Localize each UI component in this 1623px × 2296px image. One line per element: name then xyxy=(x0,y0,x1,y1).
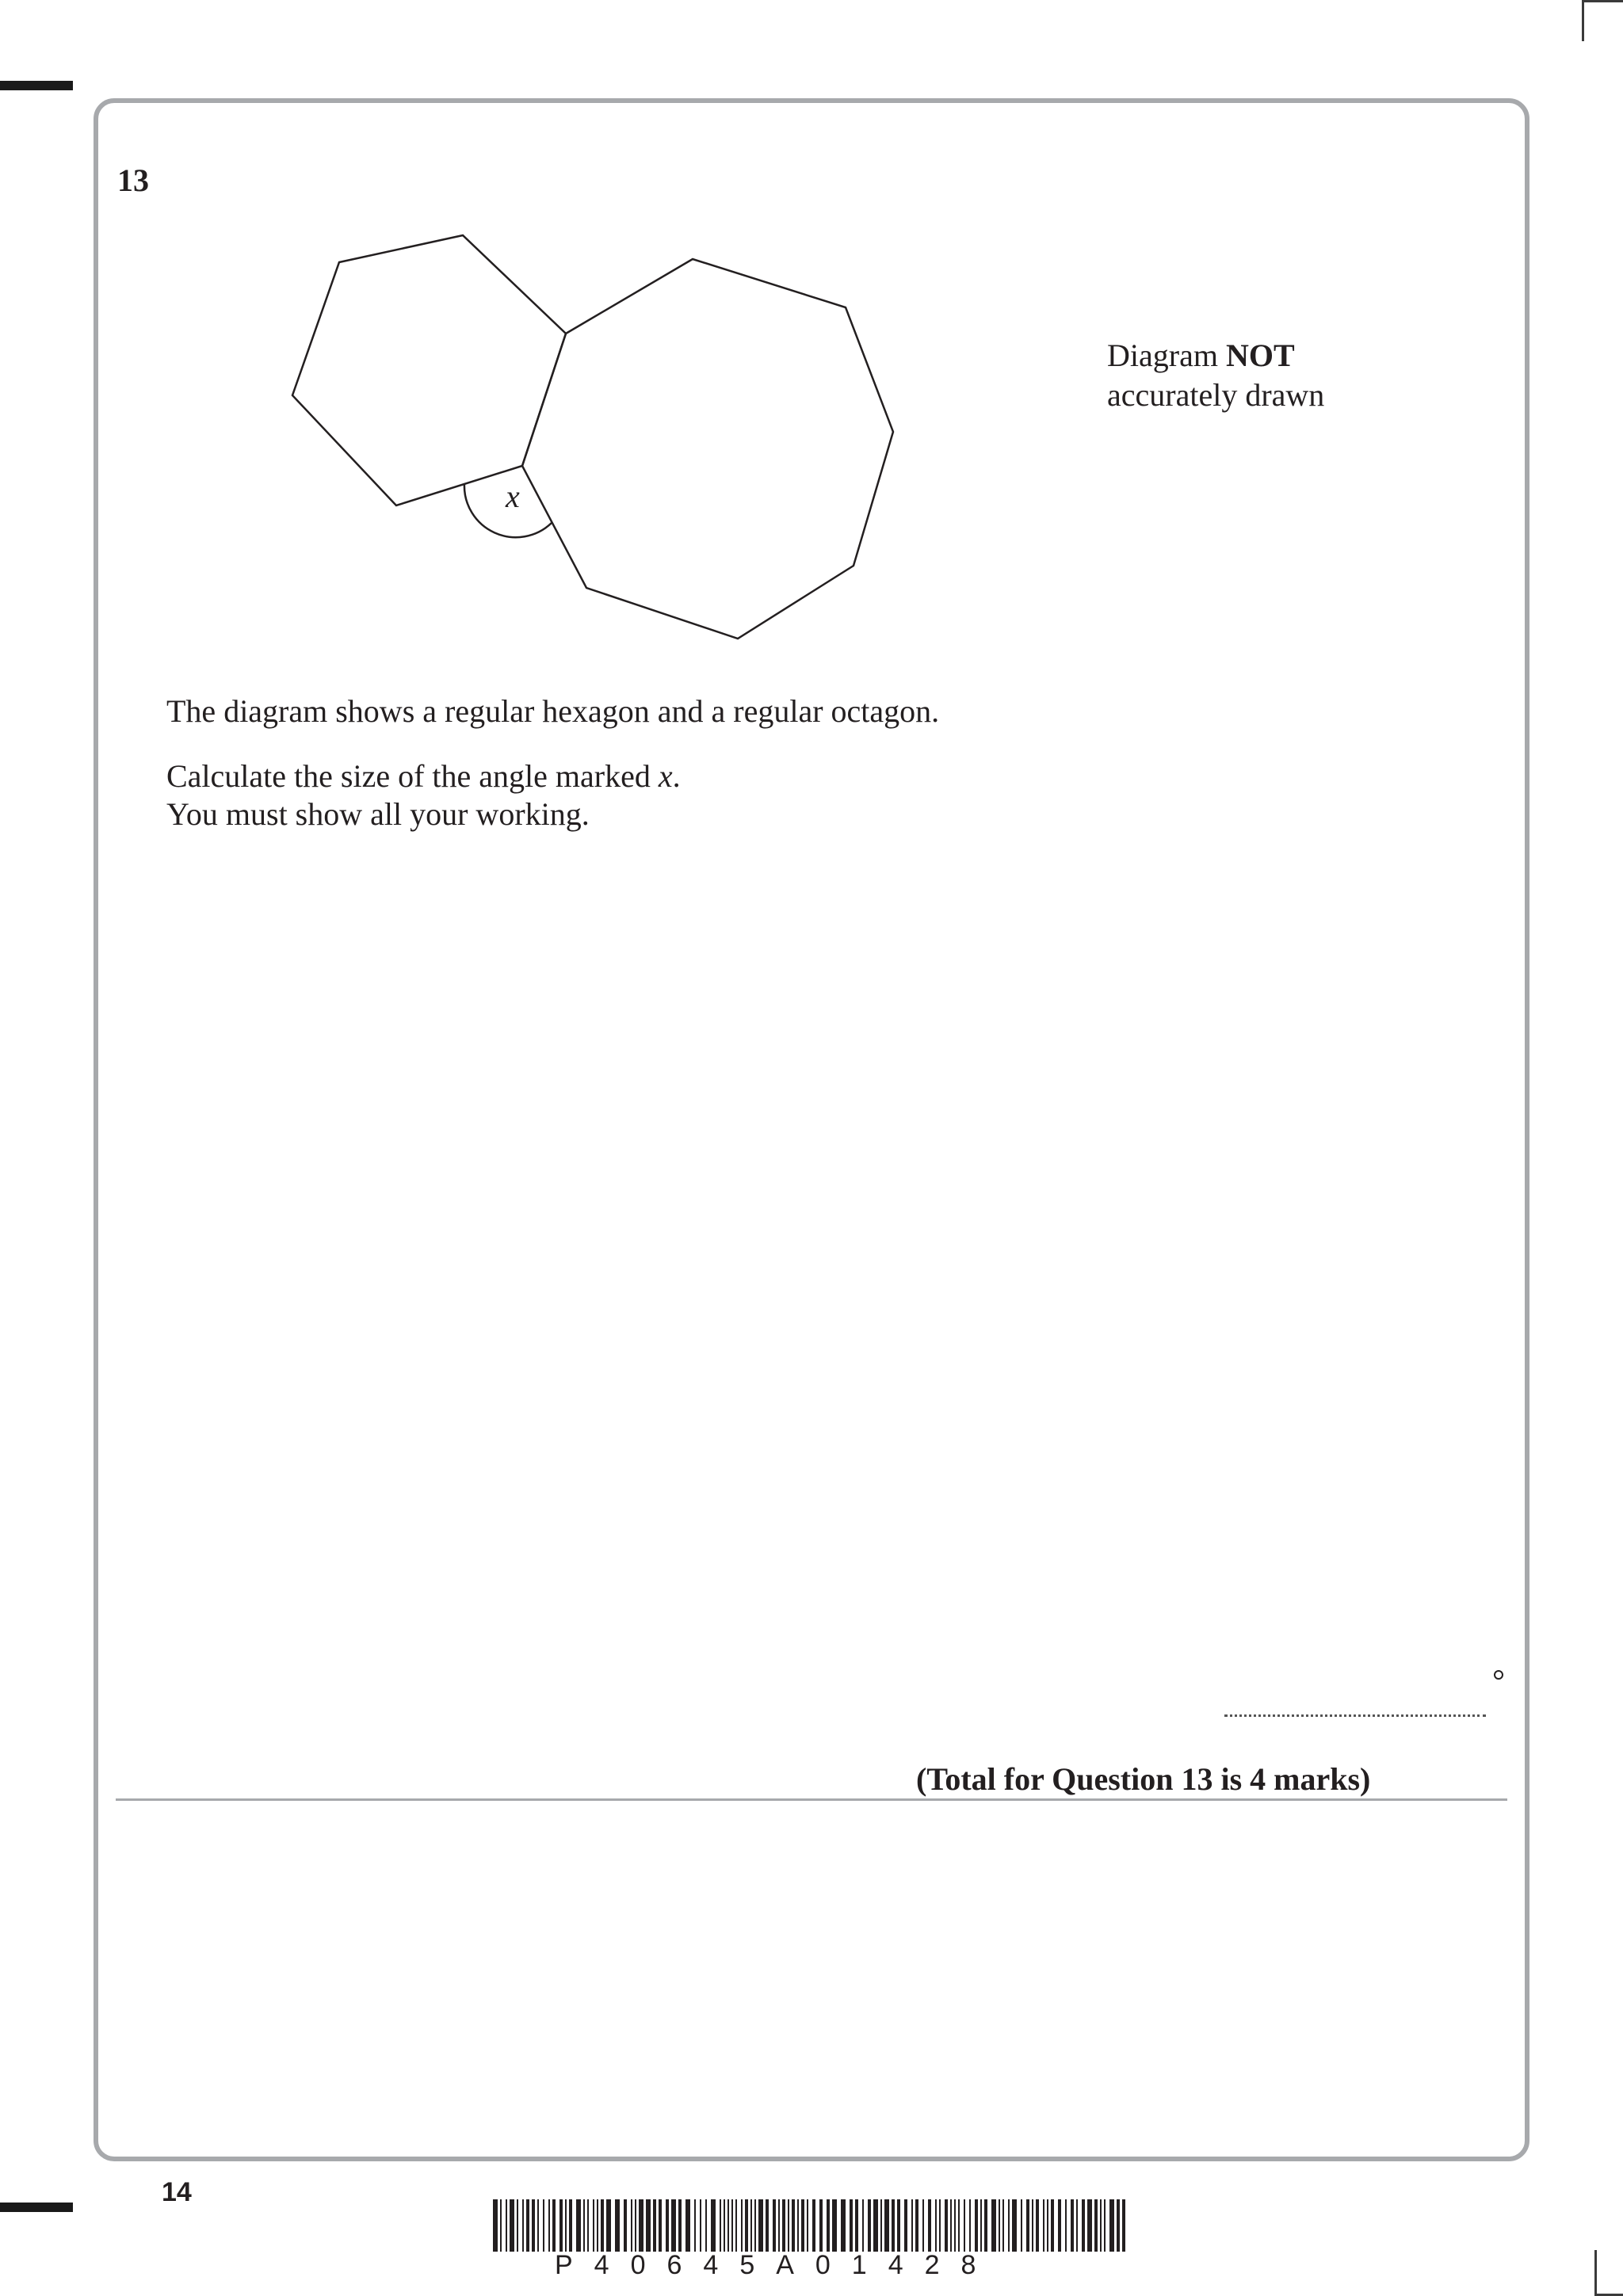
regular-octagon xyxy=(522,259,893,639)
barcode-bar xyxy=(1109,2199,1114,2252)
diagram-note-prefix: Diagram xyxy=(1107,338,1226,373)
barcode-bar xyxy=(975,2199,978,2252)
barcode-bar xyxy=(653,2199,656,2252)
barcode-bar xyxy=(999,2199,1000,2252)
barcode-bar xyxy=(720,2199,721,2252)
barcode-bar xyxy=(862,2199,864,2252)
barcode-bar xyxy=(700,2199,701,2252)
barcode-bar xyxy=(922,2199,924,2252)
barcode-bar xyxy=(1008,2199,1010,2252)
barcode-bar xyxy=(991,2199,996,2252)
barcode xyxy=(491,2199,1130,2252)
barcode-bar xyxy=(958,2199,960,2252)
barcode-bar xyxy=(980,2199,982,2252)
barcode-bar xyxy=(1087,2199,1092,2252)
barcode-bar xyxy=(1058,2199,1061,2252)
barcode-bar xyxy=(543,2199,544,2252)
barcode-bar xyxy=(1021,2199,1022,2252)
angle-x-label: x xyxy=(506,479,520,514)
barcode-bar xyxy=(911,2199,913,2252)
barcode-bar xyxy=(741,2199,743,2252)
barcode-bar xyxy=(904,2199,907,2252)
barcode-bar xyxy=(801,2199,804,2252)
barcode-bar xyxy=(615,2199,620,2252)
barcode-bar xyxy=(819,2199,823,2252)
barcode-bar xyxy=(597,2199,598,2252)
barcode-bar xyxy=(832,2199,837,2252)
barcode-bar xyxy=(954,2199,956,2252)
barcode-bar xyxy=(1100,2199,1102,2252)
question-total: (Total for Question 13 is 4 marks) xyxy=(916,1761,1371,1797)
barcode-bar xyxy=(758,2199,763,2252)
barcode-bar xyxy=(778,2199,780,2252)
barcode-bar xyxy=(1026,2199,1029,2252)
barcode-bar xyxy=(750,2199,752,2252)
barcode-bar xyxy=(522,2199,524,2252)
crop-mark-bottom-v xyxy=(1594,2250,1597,2296)
barcode-bar xyxy=(705,2199,707,2252)
answer-line[interactable] xyxy=(1224,1714,1486,1717)
barcode-bar xyxy=(659,2199,662,2252)
barcode-bar xyxy=(1094,2199,1098,2252)
barcode-bar xyxy=(1082,2199,1085,2252)
barcode-bar xyxy=(685,2199,690,2252)
barcode-bar xyxy=(964,2199,965,2252)
barcode-bar xyxy=(606,2199,611,2252)
instruction-prefix: Calculate the size of the angle marked xyxy=(166,758,659,794)
diagram-note xyxy=(1107,336,1324,415)
barcode-bar xyxy=(841,2199,846,2252)
barcode-bar xyxy=(766,2199,769,2252)
barcode-bar xyxy=(631,2199,632,2252)
barcode-bar xyxy=(526,2199,529,2252)
question-number: 13 xyxy=(117,162,149,198)
barcode-bar xyxy=(773,2199,776,2252)
barcode-bar xyxy=(1104,2199,1106,2252)
question-statement: The diagram shows a regular hexagon and a regular octagon. xyxy=(166,693,940,729)
barcode-bar xyxy=(950,2199,952,2252)
barcode-bar xyxy=(517,2199,518,2252)
diagram-note-bold: NOT xyxy=(1225,338,1295,373)
barcode-bar xyxy=(532,2199,535,2252)
barcode-bar xyxy=(915,2199,918,2252)
barcode-bar xyxy=(812,2199,815,2252)
barcode-bar xyxy=(1122,2199,1125,2252)
regular-hexagon xyxy=(292,235,566,505)
barcode-bar xyxy=(559,2199,563,2252)
barcode-bar xyxy=(624,2199,627,2252)
barcode-bar xyxy=(724,2199,725,2252)
barcode-bar xyxy=(969,2199,971,2252)
barcode-bar xyxy=(587,2199,589,2252)
barcode-bar xyxy=(873,2199,878,2252)
barcode-bar xyxy=(807,2199,808,2252)
barcode-bar xyxy=(1071,2199,1074,2252)
barcode-bar xyxy=(510,2199,514,2252)
barcode-bar xyxy=(711,2199,716,2252)
barcode-bar xyxy=(583,2199,585,2252)
barcode-bar xyxy=(646,2199,651,2252)
margin-mark-bottom xyxy=(0,2203,73,2212)
question-instruction-2: You must show all your working. xyxy=(166,796,590,832)
barcode-bar xyxy=(593,2199,594,2252)
question-instruction-1 xyxy=(166,757,681,795)
barcode-bar xyxy=(788,2199,789,2252)
barcode-bar xyxy=(897,2199,900,2252)
barcode-bar xyxy=(1047,2199,1048,2252)
barcode-bar xyxy=(945,2199,948,2252)
barcode-bar xyxy=(1032,2199,1033,2252)
barcode-bar xyxy=(500,2199,502,2252)
barcode-bar xyxy=(569,2199,572,2252)
barcode-bar xyxy=(666,2199,669,2252)
barcode-bar xyxy=(1012,2199,1017,2252)
barcode-bar xyxy=(880,2199,882,2252)
barcode-bar xyxy=(939,2199,941,2252)
page-number: 14 xyxy=(162,2177,192,2207)
barcode-bar xyxy=(797,2199,799,2252)
barcode-bar xyxy=(493,2199,498,2252)
diagram-note-line2: accurately drawn xyxy=(1107,377,1325,413)
barcode-bar xyxy=(855,2199,858,2252)
barcode-bar xyxy=(850,2199,853,2252)
barcode-bar xyxy=(601,2199,604,2252)
barcode-bar xyxy=(884,2199,889,2252)
barcode-bar xyxy=(892,2199,895,2252)
barcode-bar xyxy=(984,2199,987,2252)
barcode-bar xyxy=(868,2199,871,2252)
barcode-bar xyxy=(1117,2199,1120,2252)
barcode-bar xyxy=(745,2199,748,2252)
barcode-bar xyxy=(782,2199,785,2252)
barcode-bar xyxy=(548,2199,550,2252)
polygon-diagram xyxy=(0,0,1623,792)
barcode-bar xyxy=(731,2199,733,2252)
instruction-variable: x xyxy=(658,758,673,794)
barcode-bar xyxy=(537,2199,539,2252)
barcode-bar xyxy=(635,2199,636,2252)
degree-symbol xyxy=(1494,1670,1503,1680)
barcode-bar xyxy=(1065,2199,1067,2252)
question-divider xyxy=(116,1798,1507,1801)
barcode-bar xyxy=(754,2199,756,2252)
barcode-bar xyxy=(678,2199,682,2252)
barcode-bar xyxy=(1002,2199,1004,2252)
barcode-bar xyxy=(552,2199,556,2252)
barcode-bar xyxy=(1076,2199,1078,2252)
barcode-bar xyxy=(506,2199,507,2252)
barcode-bar xyxy=(565,2199,567,2252)
barcode-bar xyxy=(639,2199,643,2252)
barcode-bar xyxy=(576,2199,581,2252)
barcode-bar xyxy=(1043,2199,1044,2252)
barcode-bar xyxy=(1036,2199,1039,2252)
barcode-bar xyxy=(694,2199,696,2252)
barcode-bar xyxy=(735,2199,737,2252)
barcode-bar xyxy=(792,2199,795,2252)
barcode-bar xyxy=(727,2199,729,2252)
instruction-suffix: . xyxy=(672,758,681,794)
barcode-text: P40645A01428 xyxy=(555,2250,998,2280)
barcode-bar xyxy=(935,2199,937,2252)
barcode-bar xyxy=(671,2199,676,2252)
barcode-bar xyxy=(827,2199,830,2252)
barcode-bar xyxy=(928,2199,931,2252)
barcode-bar xyxy=(1051,2199,1054,2252)
